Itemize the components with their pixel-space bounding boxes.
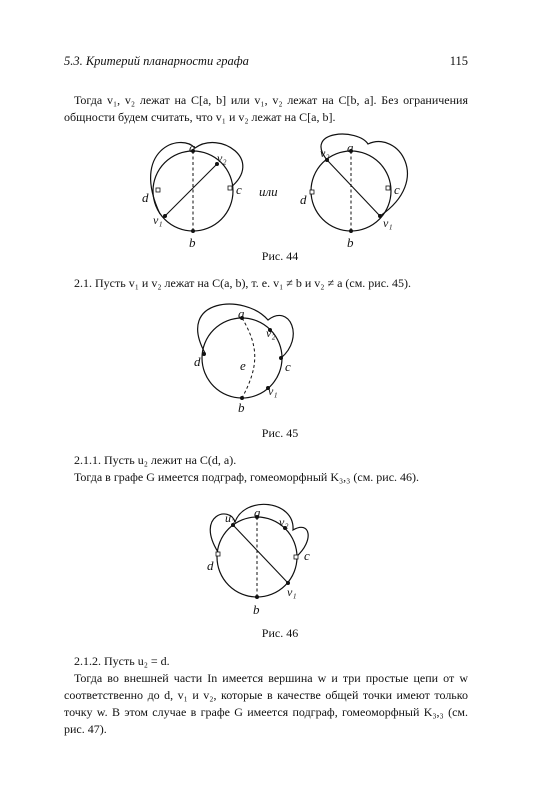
caption-fig-44: Рис. 44 [261, 249, 299, 263]
label-d: d [142, 190, 149, 205]
label-c: c [236, 182, 242, 197]
vertex-b [349, 229, 353, 233]
chord-v1-v2 [165, 164, 217, 216]
label-v1: v₁ [153, 213, 163, 227]
vertex-b [191, 229, 195, 233]
label-b: b [189, 235, 196, 250]
paragraph-4-text: Тогда в графе G имеется подграф, гомеоморфный K₃,₃ (см. рис. 46). [74, 470, 420, 484]
paragraph-2 [64, 275, 468, 292]
chord-v1-v2 [327, 160, 380, 216]
paragraph-1 [64, 92, 468, 126]
label-v2: v₂ [266, 326, 276, 340]
vertex-c [228, 186, 232, 190]
label-a: a [238, 306, 245, 321]
label-d: d [300, 192, 307, 207]
vertex-b [255, 595, 259, 599]
paragraph-1-text: Тогда v₁, v₂ лежат на C[a, b] или v₁, v₂ лежат на C[b, a]. Без ограничения общности будем считать, что v₁ и v₂ лежат на C[a, b]. [64, 93, 468, 124]
label-v2: v₂ [320, 146, 330, 160]
caption-fig-45: Рис. 45 [261, 426, 299, 440]
figure-45 [190, 308, 300, 418]
label-v1: v₁ [383, 216, 393, 230]
caption-fig-46: Рис. 46 [261, 626, 299, 640]
figure-44-left [142, 140, 243, 250]
figure-44 [140, 140, 420, 250]
vertex-v1 [378, 214, 382, 218]
label-c: c [304, 548, 310, 563]
running-header [64, 54, 468, 70]
vertex-v1 [163, 214, 167, 218]
vertex-d [202, 352, 206, 356]
vertex-c [279, 356, 283, 360]
label-e: e [240, 358, 246, 373]
paragraph-4 [64, 469, 468, 486]
vertex-c [386, 186, 390, 190]
figure-44-right [300, 134, 407, 250]
label-v1: v₁ [268, 384, 278, 398]
figure-46 [205, 500, 315, 620]
running-title: 5.3. Критерий планарности графа [64, 54, 249, 68]
label-c: c [285, 359, 291, 374]
label-a: a [347, 140, 354, 155]
label-v2: v₂ [217, 151, 227, 165]
paragraph-3-text: 2.1.1. Пусть u₂ лежит на C(d, a). [74, 453, 237, 467]
paragraph-6-text: Тогда во внешней части In имеется вершина w и три простые цепи от w соответственно до d, v₁ и v₂, которые в качестве общей точки имеют только точку w. В этом случае в графе G имеется подграф, гомеоморфный K₃,₃ (см. рис. 47). [64, 671, 468, 736]
vertex-d [156, 188, 160, 192]
paragraph-5 [64, 653, 468, 670]
paragraph-6 [64, 670, 468, 738]
paragraph-3 [64, 452, 468, 469]
label-a: a [189, 140, 196, 155]
paragraph-2-text: 2.1. Пусть v₁ и v₂ лежат на C(a, b), т. е. v₁ ≠ b и v₂ ≠ a (см. рис. 45). [74, 276, 412, 290]
label-d: d [207, 558, 214, 573]
label-b: b [238, 400, 245, 415]
label-u2: u₂ [225, 511, 236, 525]
vertex-c [294, 555, 298, 559]
label-v2: v₂ [279, 515, 289, 529]
label-b: b [253, 602, 260, 617]
label-c: c [394, 182, 400, 197]
vertex-d [310, 190, 314, 194]
outer-path [321, 134, 407, 216]
label-b: b [347, 235, 354, 250]
page-number: 115 [449, 54, 468, 68]
label-d: d [194, 354, 201, 369]
chord-u2-v1 [233, 525, 288, 583]
label-a: a [254, 505, 261, 520]
label-v1: v₁ [287, 585, 297, 599]
paragraph-5-text: 2.1.2. Пусть u₂ = d. [74, 654, 170, 668]
or-word: или [259, 184, 278, 199]
outer-path [151, 143, 243, 214]
vertex-d [216, 552, 220, 556]
